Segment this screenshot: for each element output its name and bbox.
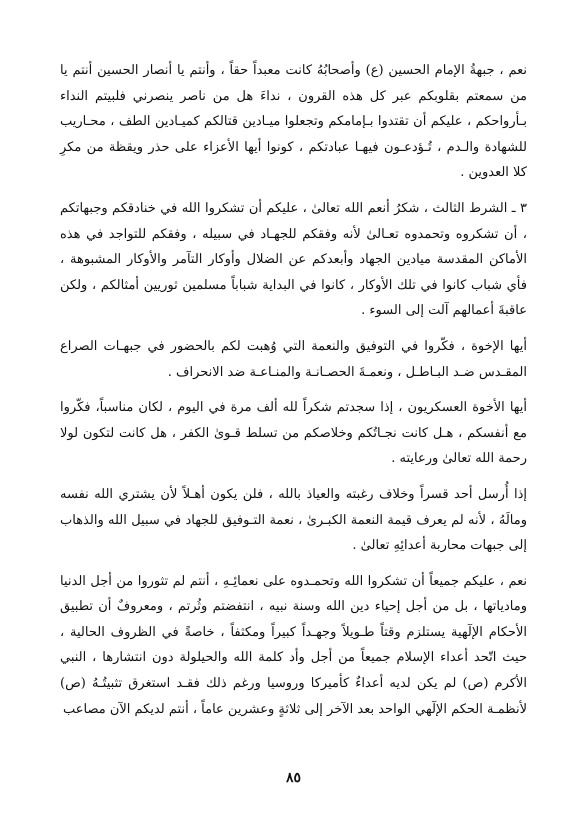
body-text [60, 58, 527, 732]
paragraph-1: نعم ، جبهةُ الإمام الحسين (ع) وأصحابُهُ كانت معبداً حقاً ، وأنتم يا أنصار الحسين أنتم يا من سمعتم بقلوبكم عبر كل هذه القرون ، نداءَ هل من ناصر ينصرني فلبيتم النداء بـأرواحكم ، عليكم أن تقتدوا بـإمامكم وتجعلوا ميـادين قتالكم كميـادين الطف ، محـاريب للشهادة والـدم ، تُـؤدعـون فيهـا عبادتكم ، كونوا أيها الأعزاء على حذر ويقظة من مكرِ كلا العدوين . [60, 63, 527, 181]
paragraph-6: نعم ، عليكم جميعاً أن تشكروا الله وتحمـدوه على نعمائِـهِ ، أنتم لم تثوروا من أجل الدنيا ومادياتها ، بل من أجل إحياء دين الله وسنة نبيه ، انتفضتم وثُرتم ، ومعروفٌ أن تطبيق الأحكام الإلٓهية يستلزم وقتاً طـويلاً وجهـداً كبيراً ومكثفاً ، خاصةً في الظروف الحالية ، حيث اتّحد أعداء الإسلام جميعاً من أجل وأد كلمة الله والحيلولة دون انتشارها ، النبي الأكرم (ص) لم يكن لديه أعداءٌ كأميركا وروسيا ورغم ذلك فقـد استغرق تثبيتُـهُ (ص) لأنظمـة الحكم الإلٓهي الواحد بعد الآخر إلى ثلاثةٍ وعشرين عاماً ، أنتم لديكم الآن مصاعب [60, 573, 527, 717]
paragraph-2: ٣ ـ الشرط الثالث ، شكرُ أنعم الله تعالىٰ ، عليكم أن تشكروا الله في خنادقكم وجبهاتكم ، أن تشكروه وتحمدوه تعـالىٰ لأنه وفقكم للجهـاد في سبيله ، وفقكم للتواجد في هذه الأماكن المقدسة ميادين الجهاد وأبعدكم عن الضلال وأوكار التآمر والأوكار المشبوهة ، فأي شباب كانوا في تلك الأوكار ، كانوا في البداية شباباً مسلمين ثوريين أمثالكم ، ولكن عاقبةَ أعمالهم آلت إلى السوء . [60, 200, 527, 319]
paragraph-5: إذا أُرسل أحد قسراً وخلاف رغبته والعياذ بالله ، فلن يكون أهـلاً لأن يشتري الله نفسه ومالَهُ ، لأنه لم يعرف قيمة النعمة الكبـرىٰ ، نعمة التـوفيق للجهاد في سبيل الله والذهاب إلى جبهات محاربة أعدائِهِ تعالىٰ . [60, 486, 527, 554]
paragraph-3: أيها الإخوة ، فكّروا في التوفيق والنعمة التي وُهبت لكم بالحضور في جبهـات الصراع المقـدس ضـد البـاطـل ، ونعمـةَ الحصـانـة والمنـاعـة ضد الانحراف . [60, 338, 527, 380]
page-number: ٨٥ [285, 770, 302, 786]
paragraph-4: أيها الأخوة العسكريون ، إذا سجدتم شكراً لله ألف مرة في اليوم ، لكان مناسباً، فكّروا مع أنفسكم ، هـل كانت نجـاتُكم وخلاصكم من تسلط قـوىٰ الكفر ، هل كانت لتكون لولا رحمة الله تعالىٰ ورعايته . [60, 400, 527, 467]
